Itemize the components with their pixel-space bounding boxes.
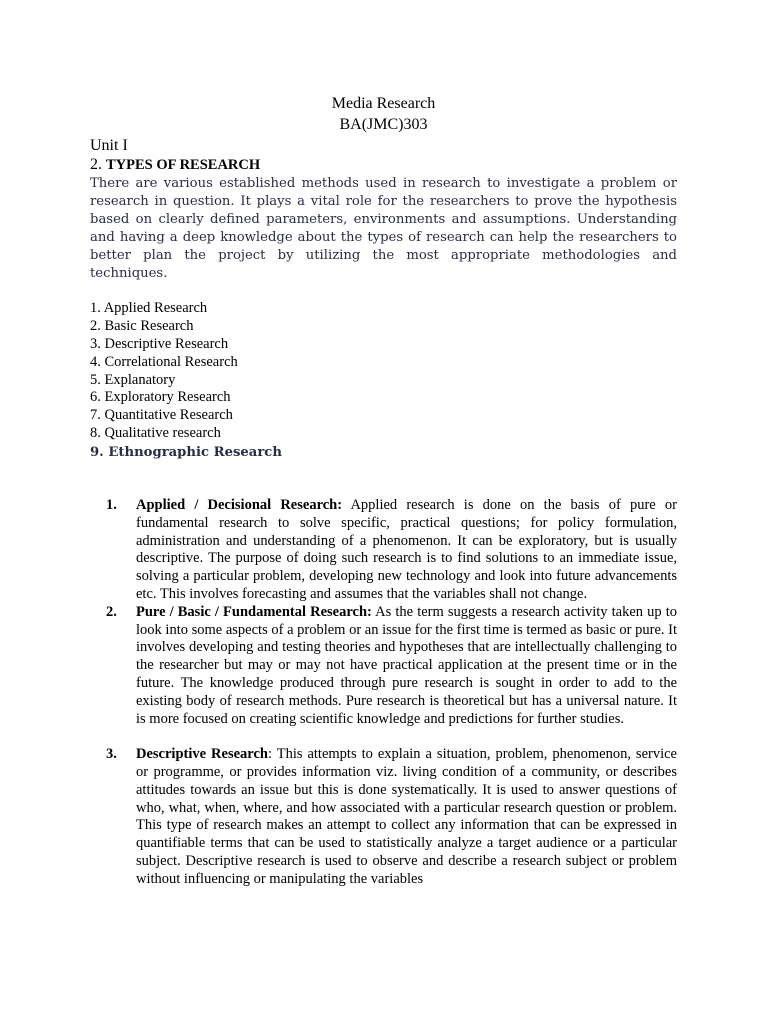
types-list-item: 2. Basic Research bbox=[90, 318, 194, 335]
section-body: As the term suggests a research activity taken up to look into some aspects of a problem or an issue for the first time is termed as basic or pure. It involves developing and testing theories and hypotheses that are intellectually challenging to the researcher but may or may not have practical application at the present time or in the future. The knowledge produced through pure research is sought in order to add to the existing body of research methods. Pure research is theoretical but has a universal nature. It is more focused on creating scientific knowledge and predictions for further studies. bbox=[136, 603, 678, 727]
course-code: BA(JMC)303 bbox=[339, 116, 428, 133]
section-heading-text: TYPES OF RESEARCH bbox=[106, 157, 261, 173]
section-term: Descriptive Research bbox=[136, 746, 268, 763]
types-list-item: 9. Ethnographic Research bbox=[90, 444, 282, 460]
types-list-item: 8. Qualitative research bbox=[90, 425, 221, 442]
section-term: Applied / Decisional Research: bbox=[136, 497, 343, 513]
unit-label: Unit I bbox=[90, 137, 128, 154]
section-heading-number: 2. bbox=[90, 156, 102, 173]
types-list-item: 5. Explanatory bbox=[90, 371, 176, 388]
section-descriptive-research bbox=[90, 746, 677, 888]
section-applied-research bbox=[90, 497, 677, 604]
section-body: : This attempts to explain a situation, problem, phenomenon, service or programme, or provides information viz. living condition of a community, or describes attitudes towards an issue but this is done systematically. It is used to answer questions of who, what, when, where, and how associated with a particular research question or problem. This type of research makes an attempt to collect any information that can be expressed in quantifiable terms that can be used to statistically analyze a target audience or a particular subject. Descriptive research is used to observe and describe a research subject or problem without influencing or manipulating the variables bbox=[136, 746, 677, 887]
document-page bbox=[90, 93, 677, 462]
section-number: 3. bbox=[106, 746, 117, 763]
document-title: Media Research bbox=[331, 95, 436, 112]
types-list-item: 3. Descriptive Research bbox=[90, 336, 229, 353]
intro-paragraph: There are various established methods used in research to investigate a problem or research in question. It plays a vital role for the researchers to prove the hypothesis based on clearly defined parameters, environments and assumptions. Understanding and having a deep knowledge about the types of research can help the researchers to better plan the project by utilizing the most appropriate methodologies and techniques. bbox=[90, 176, 677, 281]
types-list bbox=[90, 300, 677, 461]
types-list-item: 6. Exploratory Research bbox=[90, 389, 231, 406]
section-term: Pure / Basic / Fundamental Research: bbox=[136, 603, 372, 620]
sections-list bbox=[90, 497, 677, 889]
types-list-item: 4. Correlational Research bbox=[90, 353, 238, 370]
section-body: Applied research is done on the basis of pure or fundamental research to solve specific, practical questions; for policy formulation, administration and understanding of a phenomenon. It can be exploratory, but is usually descriptive. The purpose of doing such research is to find solutions to an immediate issue, solving a particular problem, developing new technology and look into future advancements etc. This involves forecasting and assumes that the variables shall not change. bbox=[136, 497, 677, 602]
section-heading bbox=[90, 156, 677, 174]
section-number: 1. bbox=[106, 497, 117, 513]
types-list-item: 1. Applied Research bbox=[90, 300, 208, 317]
section-pure-research bbox=[90, 604, 677, 729]
types-list-item: 7. Quantitative Research bbox=[90, 407, 233, 424]
section-number: 2. bbox=[106, 603, 117, 620]
